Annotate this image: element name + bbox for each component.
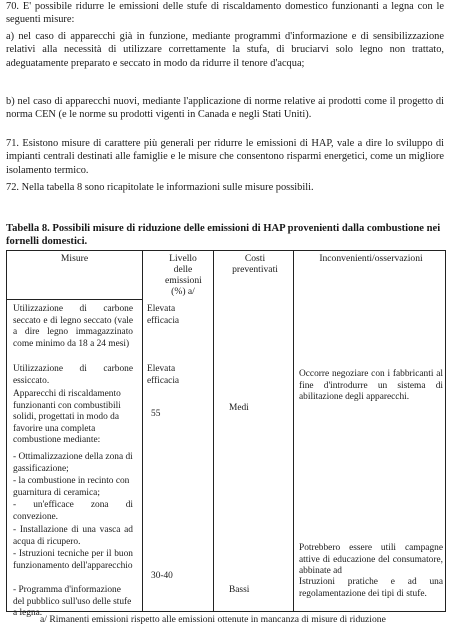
paragraph-71: 71. Esistono misure di carattere più generali per ridurre le emissioni di HAP, vale a dire lo sviluppo di impianti centrali destinati alle famiglie e le misure che consentono risparmi energetici, come un migliore isolamento termico. [6, 138, 444, 176]
measure-water-tank: - Installazione di una vasca ad acqua di ricupero. [13, 525, 133, 547]
measure-technical-instructions: - Istruzioni tecniche per il buon funzionamento dell'apparecchio [13, 549, 133, 571]
measure-gasification: - Ottimalizzazione della zona di gassificazione; [13, 452, 133, 474]
paragraph-72: 72. Nella tabella 8 sono ricapitolate le informazioni sulle misure possibili. [6, 182, 314, 193]
measure-dried-coal: Utilizzazione di carbone essiccato. [13, 364, 133, 386]
measure-dry-fuel: Utilizzazione di carbone seccato e di legno seccato (vale a dire legno immagazzinato come minimo da 18 a 24 mesi) [13, 304, 133, 349]
note-campaigns: Potrebbero essere utili campagne attive di educazione del consumatore, abbinate ad [299, 543, 443, 577]
level-55: 55 [151, 409, 161, 419]
table-footnote: a/ Rimanenti emissioni rispetto alle emissioni ottenute in mancanza di misure di riduzione [40, 614, 386, 625]
measure-ceramic-enclosure: - la combustione in recinto con guarnitura di ceramica; [13, 476, 130, 498]
column-divider [293, 251, 294, 611]
level-high-2: Elevata efficacia [147, 364, 180, 386]
cost-low: Bassi [229, 585, 250, 595]
row-divider [7, 299, 142, 300]
column-divider [142, 251, 143, 611]
table-caption: Tabella 8. Possibili misure di riduzione delle emissioni di HAP provenienti dalla combustione nei fornelli domestici. [6, 223, 441, 248]
header-issues: Inconvenienti/osservazioni [319, 253, 423, 264]
measures-table [6, 250, 446, 619]
note-instructions: Istruzioni pratiche e ad una regolamentazione dei tipi di stufe. [299, 577, 443, 599]
note-negotiation: Occorre negoziare con i fabbricanti al fine d'introdurre un sistema di abilitazione degli apparecchi. [299, 369, 443, 403]
measure-convection: - un'efficace zona di convezione. [13, 500, 133, 522]
measure-heating-appliances: Apparecchi di riscaldamento funzionanti con combustibili solidi, progettati in modo da favorire una completa combustione mediante: [13, 389, 121, 446]
paragraph-b: b) nel caso di apparecchi nuovi, mediante l'applicazione di norme relative ai prodotti come il progetto di norma CEN (e le norme su prodotti vigenti in Canada e negli Stati Uniti). [6, 96, 444, 121]
cost-medium: Medi [229, 403, 249, 413]
level-high-1: Elevata efficacia [147, 304, 180, 326]
header-level: Livello delle emissioni (%) a/ [165, 253, 202, 297]
paragraph-70: 70. E' possibile ridurre le emissioni delle stufe di riscaldamento domestico funzionanti a legna con le seguenti misure: [6, 1, 444, 26]
column-divider [213, 251, 214, 611]
header-measures: Misure [60, 253, 89, 264]
measure-public-information: - Programma d'informazione del pubblico sull'uso delle stufe a legna. [13, 585, 132, 619]
level-30-40: 30-40 [151, 571, 173, 581]
paragraph-a: a) nel caso di apparecchi già in funzione, mediante programmi d'informazione e di sensibilizzazione relativi alla necessità di utilizzare correttamente la stufa, di bruciarvi solo legno non trattato, adeguatamente preparato e seccato in modo da ridurre il tenore d'acqua; [6, 31, 444, 69]
header-costs: Costi preventivati [232, 253, 278, 275]
